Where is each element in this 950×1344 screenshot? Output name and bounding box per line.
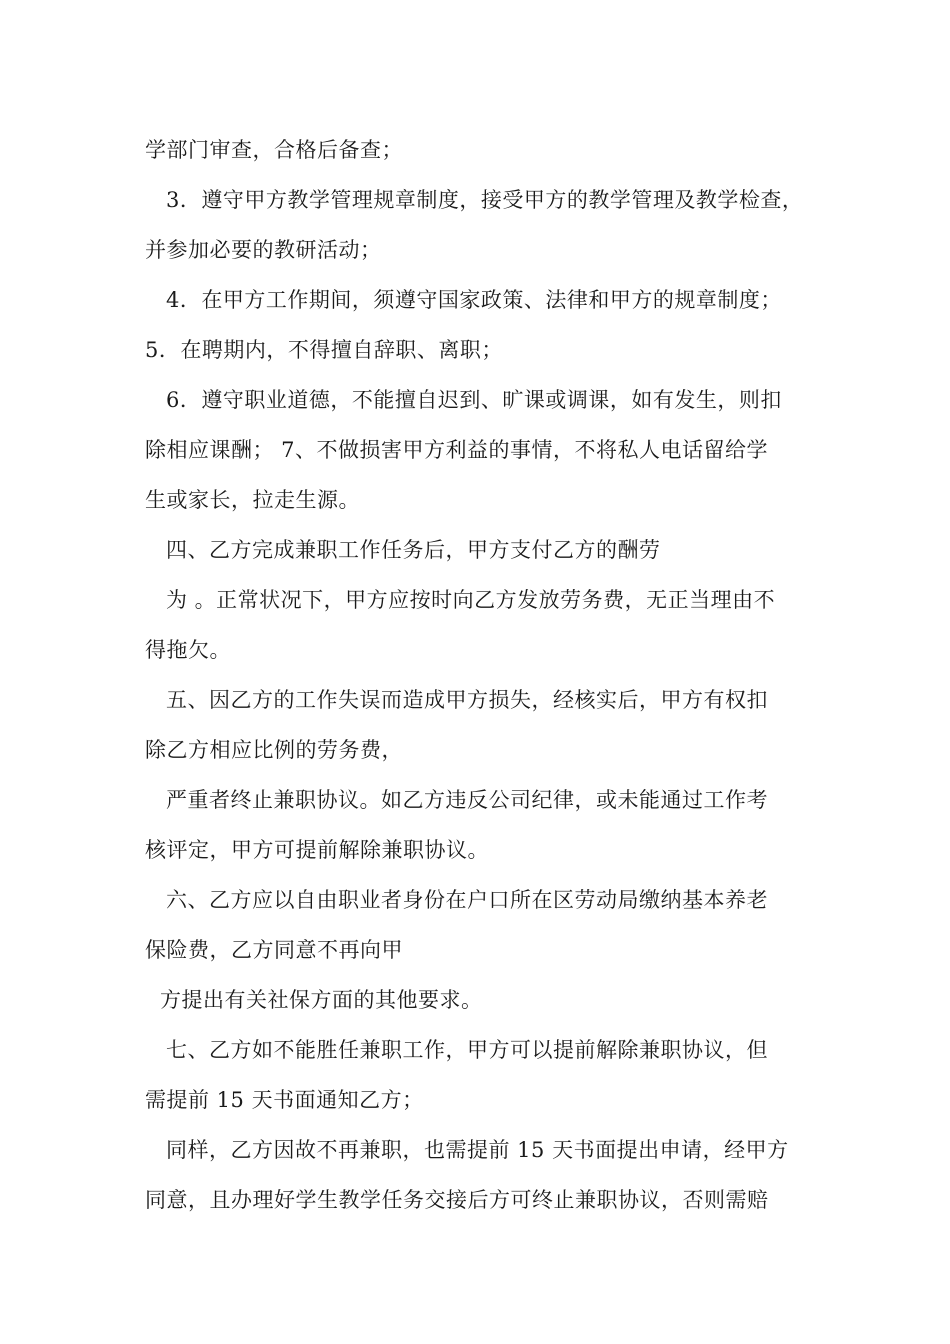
text-line: 需提前 15 天书面通知乙方； (145, 1088, 424, 1112)
section-heading-line: 四、乙方完成兼职工作任务后，甲方支付乙方的酬劳 (166, 538, 661, 562)
section-heading-line: 六、乙方应以自由职业者身份在户口所在区劳动局缴纳基本养老 (166, 888, 768, 912)
text-line: 得拖欠。 (145, 638, 231, 662)
text-line: 5．在聘期内，不得擅自辞职、离职； (145, 338, 503, 362)
text-line: 4．在甲方工作期间，须遵守国家政策、法律和甲方的规章制度； (166, 288, 782, 312)
text-line: 保险费，乙方同意不再向甲 (145, 938, 403, 962)
text-line: 3．遵守甲方教学管理规章制度，接受甲方的教学管理及教学检查， (166, 188, 804, 212)
text-line: 学部门审查，合格后备查； (145, 138, 403, 162)
text-line: 核评定，甲方可提前解除兼职协议。 (145, 838, 489, 862)
text-line: 生或家长，拉走生源。 (145, 488, 360, 512)
section-heading-line: 五、因乙方的工作失误而造成甲方损失，经核实后，甲方有权扣 (166, 688, 768, 712)
section-heading-line: 七、乙方如不能胜任兼职工作，甲方可以提前解除兼职协议，但 (166, 1038, 768, 1062)
text-line: 并参加必要的教研活动； (145, 238, 382, 262)
text-line: 同意，且办理好学生教学任务交接后方可终止兼职协议，否则需赔 (145, 1188, 769, 1212)
text-line: 除相应课酬； 7、不做损害甲方利益的事情，不将私人电话留给学 (145, 438, 769, 462)
text-line: 6．遵守职业道德，不能擅自迟到、旷课或调课，如有发生，则扣 (166, 388, 782, 412)
text-line: 同样，乙方因故不再兼职，也需提前 15 天书面提出申请，经甲方 (166, 1138, 789, 1162)
text-line: 为 。正常状况下，甲方应按时向乙方发放劳务费，无正当理由不 (166, 588, 776, 612)
text-line: 方提出有关社保方面的其他要求。 (160, 988, 483, 1012)
text-line: 严重者终止兼职协议。如乙方违反公司纪律，或未能通过工作考 (166, 788, 768, 812)
text-line: 除乙方相应比例的劳务费， (145, 738, 403, 762)
